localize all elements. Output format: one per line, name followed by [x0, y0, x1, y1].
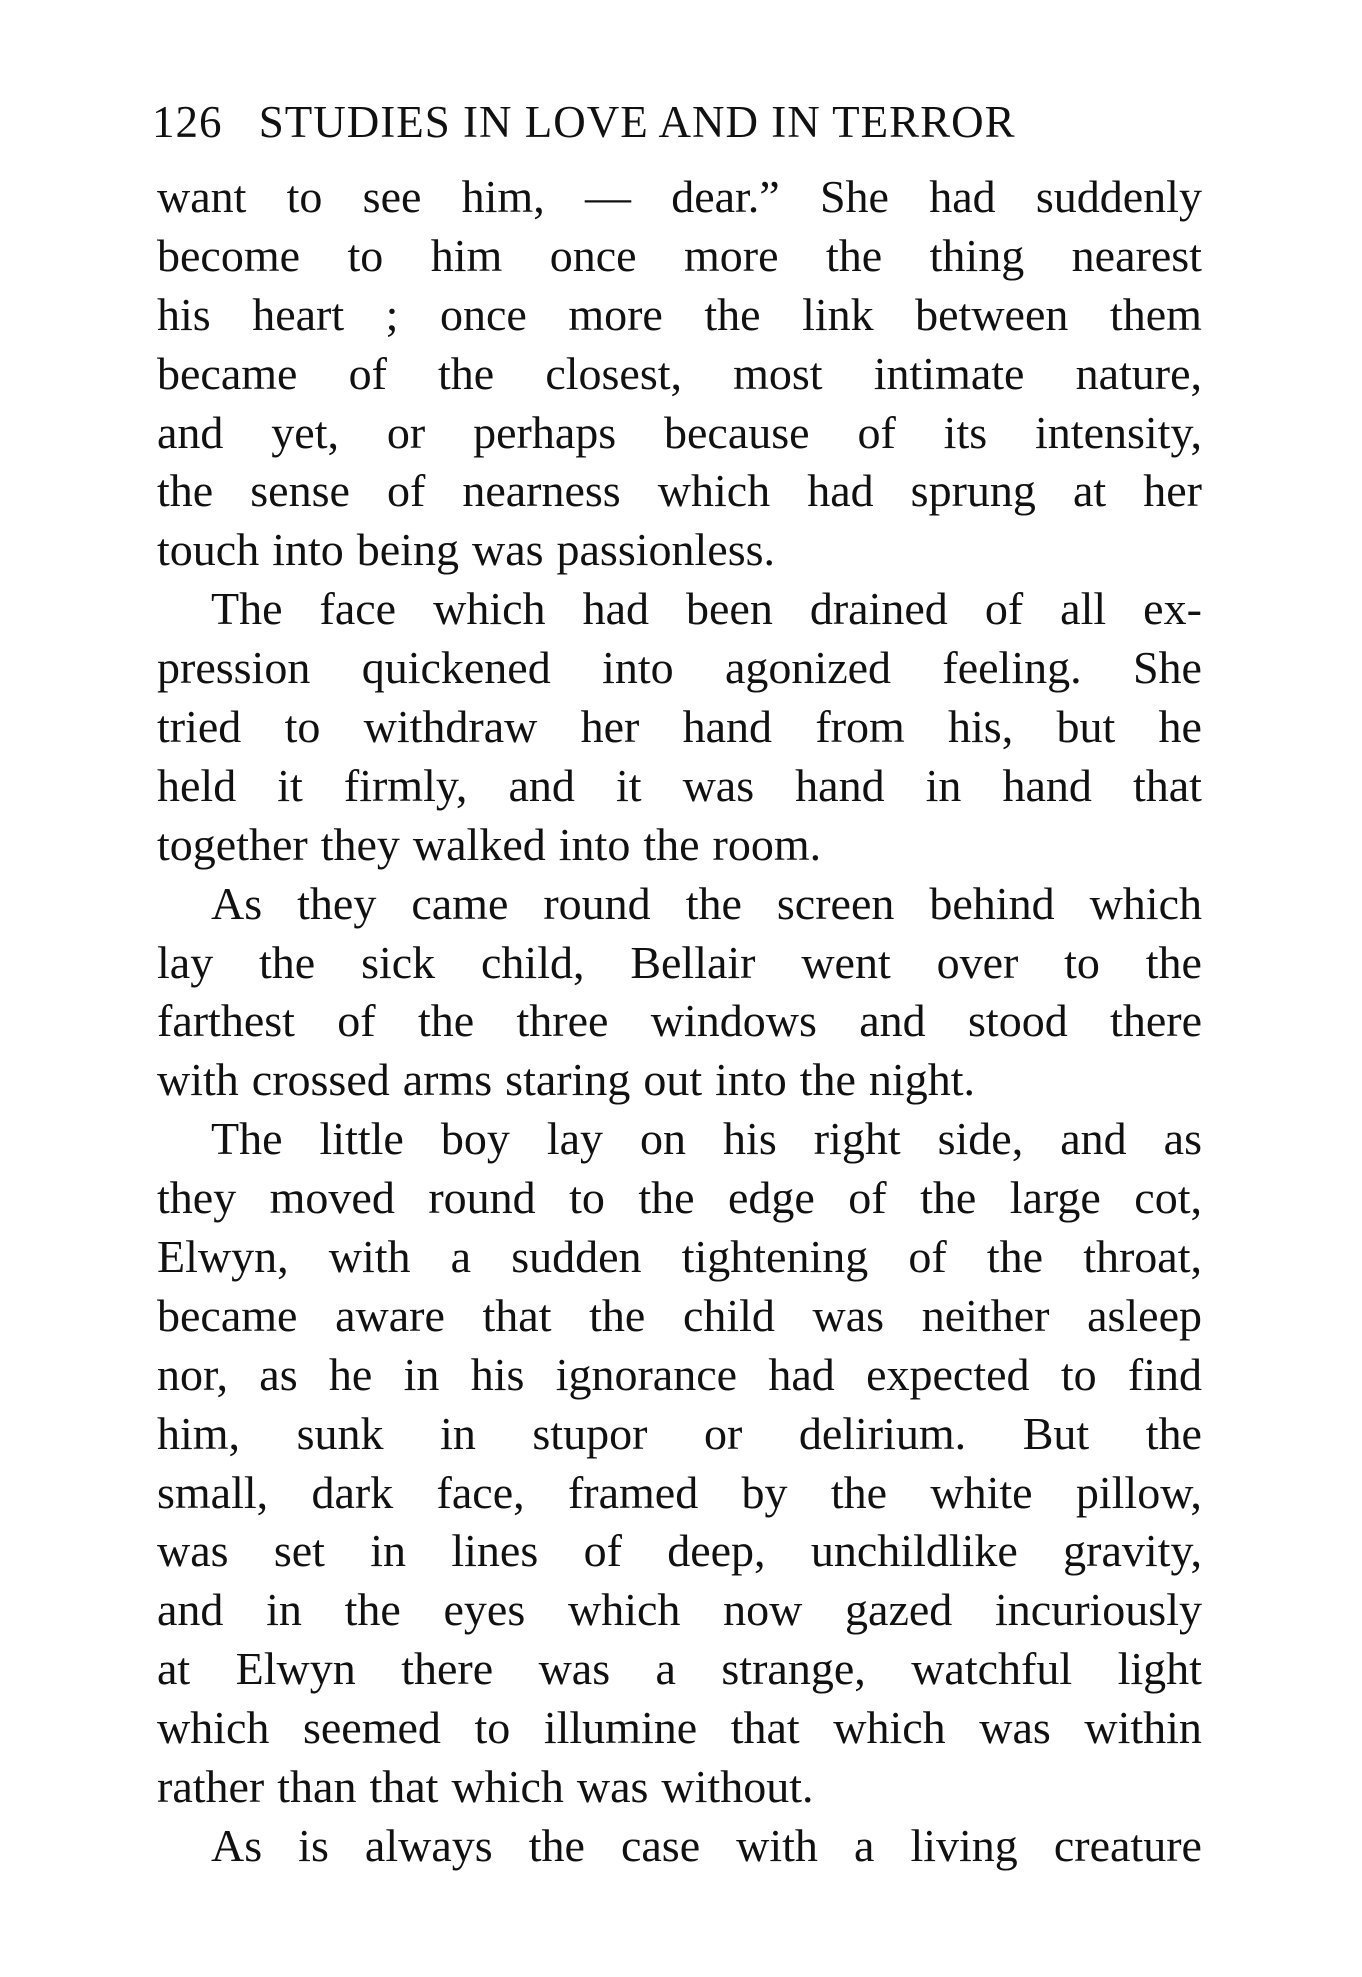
word: was [576, 1761, 649, 1813]
text-line [157, 1287, 1202, 1346]
word: heart [252, 288, 345, 340]
word: crossed [251, 1054, 390, 1106]
word: had [768, 1348, 835, 1400]
word: suddenly [1035, 171, 1202, 222]
word: arms [402, 1054, 493, 1106]
word: sprung [910, 465, 1036, 517]
text-line [157, 227, 1202, 286]
word: hand [795, 759, 885, 811]
word: ex- [1143, 583, 1202, 635]
word: face [319, 583, 397, 635]
word: him, [157, 1407, 241, 1459]
word: that [369, 1761, 439, 1813]
text-line [157, 521, 1202, 580]
word: tightening [681, 1231, 869, 1283]
text-line [157, 1346, 1202, 1405]
word: is [298, 1819, 329, 1871]
word: large [1009, 1172, 1101, 1224]
word: nearness [462, 465, 621, 517]
word: farthest [157, 995, 295, 1047]
word: that [482, 1289, 552, 1341]
word: expected [866, 1348, 1030, 1400]
word: the [528, 1819, 585, 1871]
word: her [1143, 465, 1202, 517]
word: round [543, 877, 651, 929]
word: always [364, 1819, 493, 1871]
word: because [664, 406, 810, 458]
text-line [157, 1581, 1202, 1640]
word: to [1064, 936, 1100, 988]
word: room. [712, 818, 822, 870]
word: But [1022, 1407, 1090, 1459]
text-line [157, 1169, 1202, 1228]
word: set [273, 1525, 325, 1577]
word: edge [727, 1172, 815, 1224]
word: him, [461, 171, 545, 222]
word: the [826, 229, 883, 281]
word: screen [776, 877, 895, 929]
word: stood [968, 995, 1068, 1047]
word: or [386, 406, 426, 458]
word: into [272, 524, 344, 576]
word: asleep [1087, 1289, 1202, 1341]
word: the [638, 1172, 695, 1224]
word: was [979, 1702, 1051, 1754]
word: passionless. [556, 524, 776, 576]
text-line [157, 1110, 1202, 1169]
word: his [723, 1113, 777, 1165]
word: which [567, 1584, 681, 1636]
word: round [428, 1172, 536, 1224]
word: they [157, 1172, 237, 1224]
word: it [615, 759, 642, 811]
word: was [157, 1525, 229, 1577]
word: link [802, 288, 874, 340]
word: the [259, 936, 316, 988]
word: from [815, 701, 905, 753]
word: As [211, 877, 263, 929]
word: closest, [545, 347, 683, 399]
running-title: STUDIES IN LOVE AND IN TERROR [258, 97, 1016, 147]
word: and [1060, 1113, 1127, 1165]
word: hand [1002, 759, 1092, 811]
text-line [157, 168, 1202, 227]
word: a [450, 1231, 472, 1283]
word: She [819, 171, 889, 222]
word: which [833, 1702, 946, 1754]
word: The [211, 1113, 283, 1165]
word: pression [157, 642, 311, 694]
word: Elwyn [235, 1643, 356, 1695]
word: within [1084, 1702, 1202, 1754]
word: deep, [667, 1525, 766, 1577]
word: want [157, 171, 247, 222]
word: the [157, 465, 214, 517]
text-line [157, 757, 1202, 816]
word: into [558, 818, 631, 870]
word: had [929, 171, 996, 222]
word: was [538, 1643, 611, 1695]
word: that [730, 1702, 800, 1754]
text-line [157, 1051, 1202, 1110]
word: they [297, 877, 377, 929]
word: to [284, 701, 321, 753]
word: but [1056, 701, 1116, 753]
word: the [417, 995, 475, 1047]
word: the [344, 1584, 401, 1636]
word: into [602, 642, 674, 694]
word: find [1127, 1348, 1202, 1400]
word: had [807, 465, 874, 517]
word: right [813, 1113, 901, 1165]
word: been [686, 583, 773, 635]
word: and [508, 759, 575, 811]
word: to [474, 1702, 511, 1754]
word: that [1132, 759, 1202, 811]
word: once [549, 229, 637, 281]
word: behind [929, 877, 1055, 929]
word: nearest [1071, 229, 1202, 281]
word: throat, [1083, 1231, 1202, 1283]
word: side, [937, 1113, 1024, 1165]
word: the [920, 1172, 977, 1224]
text-line [157, 345, 1202, 404]
word: it [277, 759, 303, 811]
word: his [157, 288, 211, 340]
text-line [157, 816, 1202, 875]
word: ignorance [555, 1348, 738, 1400]
text-line [157, 286, 1202, 345]
word: the [1145, 936, 1202, 988]
word: of [337, 995, 376, 1047]
text-line [157, 1522, 1202, 1581]
word: She [1132, 642, 1202, 694]
text-line [157, 1228, 1202, 1287]
word: white [930, 1466, 1033, 1518]
word: more [568, 288, 663, 340]
word: living [910, 1819, 1018, 1871]
word: small, [157, 1466, 269, 1518]
word: of [348, 347, 387, 399]
word: perhaps [473, 406, 617, 458]
word: withdraw [363, 701, 538, 753]
word: nature, [1075, 347, 1202, 399]
word: tried [157, 701, 242, 753]
word: boy [440, 1113, 510, 1165]
word: yet, [271, 406, 339, 458]
word: three [516, 995, 609, 1047]
word: a [853, 1819, 875, 1871]
word: her [580, 701, 640, 753]
word: with [157, 1054, 239, 1106]
word: little [319, 1113, 404, 1165]
text-line [157, 404, 1202, 463]
word: there [401, 1643, 494, 1695]
word: by [741, 1466, 788, 1518]
word: child [682, 1289, 775, 1341]
text-line [157, 1640, 1202, 1699]
word: of [386, 465, 426, 517]
word: become [157, 229, 301, 281]
word: its [943, 406, 988, 458]
word: unchildlike [810, 1525, 1018, 1577]
word: As [211, 1819, 263, 1871]
word: face, [436, 1466, 525, 1518]
text-line [157, 1758, 1202, 1817]
word: creature [1053, 1819, 1202, 1871]
word: dark [311, 1466, 394, 1518]
word: seemed [302, 1702, 441, 1754]
word: them [1109, 288, 1202, 340]
word: hand [682, 701, 773, 753]
word: Bellair [630, 936, 756, 988]
word: drained [809, 583, 948, 635]
word: which [1089, 877, 1202, 929]
text-line [157, 1817, 1202, 1876]
word: of [848, 1172, 887, 1224]
word: night. [868, 1054, 975, 1106]
word: was [812, 1289, 885, 1341]
word: the [1145, 1407, 1202, 1459]
word: without. [661, 1761, 814, 1813]
word: there [1110, 995, 1202, 1047]
word: and [157, 1584, 224, 1636]
word: sense [250, 465, 350, 517]
text-line [157, 1405, 1202, 1464]
word: which [433, 583, 546, 635]
text-line [157, 1464, 1202, 1523]
word: the [589, 1289, 646, 1341]
word: in [440, 1407, 476, 1459]
word: or [703, 1407, 743, 1459]
word: the [643, 818, 700, 870]
text-line [157, 698, 1202, 757]
word: in [266, 1584, 302, 1636]
text-line [157, 934, 1202, 993]
word: lay [546, 1113, 604, 1165]
word: and [859, 995, 926, 1047]
word: eyes [443, 1584, 526, 1636]
word: to [569, 1172, 605, 1224]
word: dear.” [671, 171, 780, 222]
word: delirium. [798, 1407, 967, 1459]
word: at [157, 1643, 191, 1695]
word: to [347, 229, 384, 281]
word: they [320, 818, 400, 870]
word: feeling. [942, 642, 1082, 694]
word: staring [505, 1054, 631, 1106]
word: into [715, 1054, 787, 1106]
word: he [328, 1348, 373, 1400]
word: cot, [1134, 1172, 1202, 1224]
word: the [986, 1231, 1044, 1283]
word: illumine [543, 1702, 698, 1754]
word: intimate [873, 347, 1025, 399]
word: came [411, 877, 509, 929]
word: stupor [532, 1407, 648, 1459]
word: framed [567, 1466, 699, 1518]
word: the [704, 288, 761, 340]
word: the [685, 877, 742, 929]
word: The [211, 583, 283, 635]
word: gazed [845, 1584, 953, 1636]
word: the [830, 1466, 888, 1518]
text-line [157, 1699, 1202, 1758]
word: his, [948, 701, 1014, 753]
word: which [157, 1702, 270, 1754]
word: most [733, 347, 823, 399]
word: child, [481, 936, 585, 988]
word: now [723, 1584, 803, 1636]
word: once [439, 288, 527, 340]
word: of [583, 1525, 622, 1577]
word: watchful [911, 1643, 1073, 1695]
word: aware [335, 1289, 445, 1341]
word: gravity, [1063, 1525, 1202, 1577]
word: out [643, 1054, 703, 1106]
word: of [984, 583, 1024, 635]
word: held [157, 759, 237, 811]
word: being [356, 524, 459, 576]
text-line [157, 639, 1202, 698]
word: which [451, 1761, 564, 1813]
word: was [471, 524, 544, 576]
word: which [657, 465, 771, 517]
word: lay [157, 936, 214, 988]
word: at [1072, 465, 1107, 517]
word: more [684, 229, 779, 281]
word: strange, [721, 1643, 866, 1695]
word: sudden [511, 1231, 642, 1283]
word: had [582, 583, 649, 635]
word: thing [929, 229, 1025, 281]
word: all [1060, 583, 1107, 635]
word: — [584, 171, 631, 222]
word: a [655, 1643, 676, 1695]
word: the [799, 1054, 856, 1106]
word: over [936, 936, 1019, 988]
text-line [157, 580, 1202, 639]
word: sick [361, 936, 436, 988]
word: together [157, 818, 308, 870]
word: pillow, [1075, 1466, 1202, 1518]
word: quickened [361, 642, 551, 694]
word: to [286, 171, 323, 222]
word: rather [157, 1761, 265, 1813]
word: in [925, 759, 962, 811]
word: lines [451, 1525, 539, 1577]
word: in [370, 1525, 407, 1577]
body-text [157, 168, 1202, 1876]
word: case [620, 1819, 701, 1871]
word: windows [650, 995, 817, 1047]
word: nor, [157, 1348, 228, 1400]
word: to [1060, 1348, 1097, 1400]
word: neither [921, 1289, 1050, 1341]
word: in [403, 1348, 440, 1400]
word: Elwyn, [157, 1231, 289, 1283]
word: than [277, 1761, 357, 1813]
word: touch [157, 524, 260, 576]
word: between [915, 288, 1069, 340]
word: was [682, 759, 755, 811]
word: became [157, 1289, 298, 1341]
word: and [157, 406, 224, 458]
page-number: 126 [152, 97, 223, 147]
text-line [157, 462, 1202, 521]
word: of [908, 1231, 947, 1283]
word: moved [269, 1172, 395, 1224]
word: incuriously [995, 1584, 1202, 1636]
word: walked [412, 818, 546, 870]
text-line [157, 875, 1202, 934]
word: ; [385, 288, 399, 340]
word: his [470, 1348, 525, 1400]
word: the [438, 347, 495, 399]
word: intensity, [1035, 406, 1202, 458]
word: light [1117, 1643, 1202, 1695]
word: with [328, 1231, 411, 1283]
word: became [157, 347, 298, 399]
text-line [157, 992, 1202, 1051]
word: agonized [725, 642, 892, 694]
word: as [1163, 1113, 1202, 1165]
word: as [259, 1348, 298, 1400]
word: he [1158, 701, 1202, 753]
word: see [362, 171, 422, 222]
word: firmly, [343, 759, 468, 811]
word: with [736, 1819, 818, 1871]
word: went [801, 936, 891, 988]
word: sunk [296, 1407, 384, 1459]
word: on [640, 1113, 687, 1165]
word: of [857, 406, 896, 458]
word: him [430, 229, 503, 281]
running-head [152, 92, 1212, 152]
